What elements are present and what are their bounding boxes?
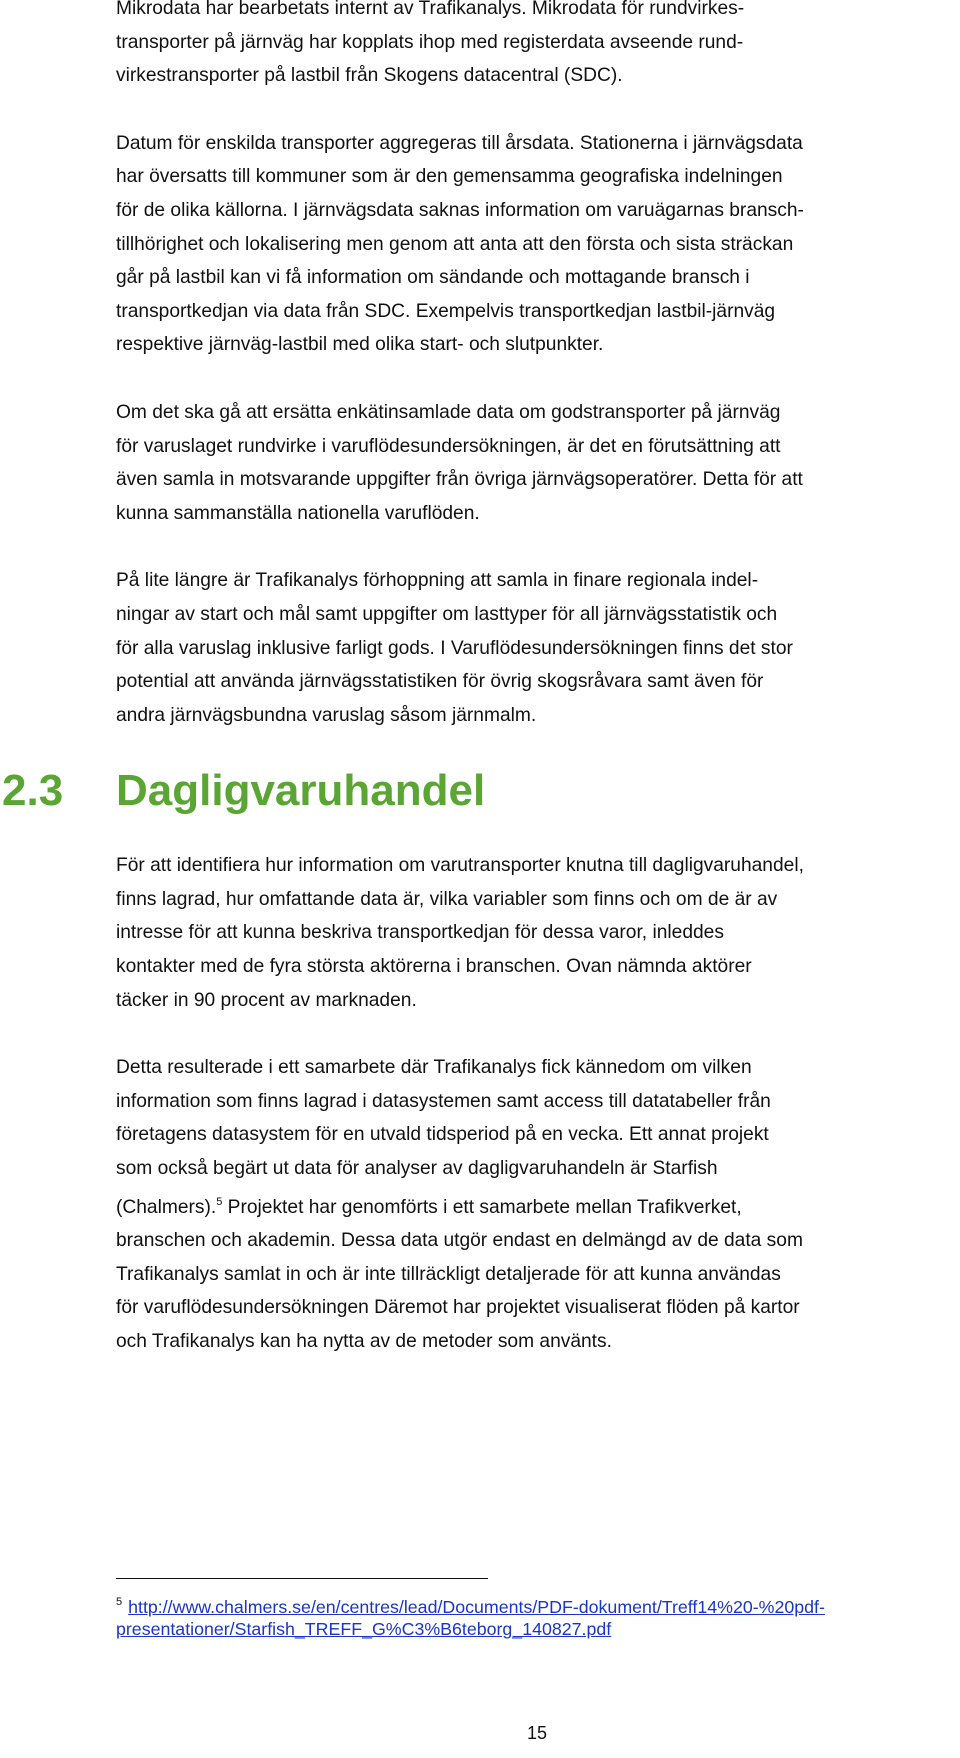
footnote-link[interactable]: http://www.chalmers.se/en/centres/lead/Documents/PDF-dokument/Treff14%20-%20pdf- presentationer/Starfish_TREFF_G%C3%B6teborg_140827.pdf bbox=[116, 1597, 825, 1639]
footnote-marker: 5 bbox=[116, 1596, 123, 1608]
section-number: 2.3 bbox=[2, 766, 64, 816]
paragraph-identifiera: För att identifiera hur information om varutransporter knutna till dagligvaruhandel, finns lagrad, hur omfattande data är, vilka variabler som finns och om de är av intresse för att kunna beskriva transportkedjan för dessa varor, inleddes kontakter med de fyra största aktörerna i branschen. Ovan nämnda aktörer täcker in 90 procent av marknaden. bbox=[116, 855, 804, 1011]
paragraph-mikrodata: Mikrodata har bearbetats internt av Trafikanalys. Mikrodata för rundvirkes- transporter på järnväg har kopplats ihop med registerdata avseende rund- virkestransporter på lastbil från Skogens datacentral (SDC). bbox=[116, 0, 745, 87]
footnote-divider bbox=[116, 1578, 488, 1579]
footnote-reference[interactable]: 5 bbox=[216, 1195, 223, 1208]
paragraph-datum: Datum för enskilda transporter aggregeras till årsdata. Stationerna i järnvägsdata har översatts till kommuner som är den gemensamma geografiska indelningen för de olika källorna. I järnvägsdata saknas information om varuägarnas bransch- tillhörighet och lokalisering men genom att anta att den första och sista sträckan går på lastbil kan vi få information om sändande och mottagande bransch i transportkedjan via data från SDC. Exempelvis transportkedjan lastbil-järnväg respektive järnväg-lastbil med olika start- och slutpunkter. bbox=[116, 132, 804, 356]
paragraph-samarbete-part2: Projektet har genomförts i ett samarbete mellan Trafikverket, branschen och akademin. Dessa data utgör endast en delmängd av de data som Trafikanalys samlat in och är inte tillräckligt detaljerade för att kunna användas för varuflödesundersökningen Däremot har projektet visualiserat flöden på kartor och Trafikanalys kan ha nytta av de metoder som använts. bbox=[116, 1196, 803, 1352]
paragraph-spacer bbox=[116, 1017, 946, 1051]
page-number: 15 bbox=[526, 1723, 548, 1743]
document-page bbox=[2, 0, 946, 1359]
footnote-area bbox=[116, 1578, 946, 1640]
paragraph-spacer bbox=[116, 530, 946, 564]
footnote bbox=[116, 1591, 946, 1640]
paragraph-forhoppning: På lite längre är Trafikanalys förhoppning att samla in finare regionala indel- ningar av start och mål samt uppgifter om lasttyper för all järnvägsstatistik och för alla varuslag inklusive farligt gods. I Varuflödesundersökningen finns det stor potential att använda järnvägsstatistiken för övrig skogsråvara samt även för andra järnvägsbundna varuslag såsom järnmalm. bbox=[116, 570, 793, 726]
paragraph-samarbete-part1: Detta resulterade i ett samarbete där Trafikanalys fick kännedom om vilken information som finns lagrad i datasystemen samt access till datatabeller från företagens datasystem för en utvald tidsperiod på en vecka. Ett annat projekt som också begärt ut data för analyser av dagligvaruhandeln är Starfish (Chalmers). bbox=[116, 1057, 771, 1218]
paragraph-spacer bbox=[116, 362, 946, 396]
section-heading bbox=[2, 755, 946, 827]
paragraph-spacer bbox=[116, 93, 946, 127]
paragraph-samarbete bbox=[116, 1051, 946, 1358]
paragraph-ersatta: Om det ska gå att ersätta enkätinsamlade data om godstransporter på järnväg för varuslaget rundvirke i varuflödesundersökningen, är det en förutsättning att även samla in motsvarande uppgifter från övriga järnvägsoperatörer. Detta för att kunna sammanställa nationella varuflöden. bbox=[116, 401, 803, 524]
section-title: Dagligvaruhandel bbox=[116, 766, 486, 816]
